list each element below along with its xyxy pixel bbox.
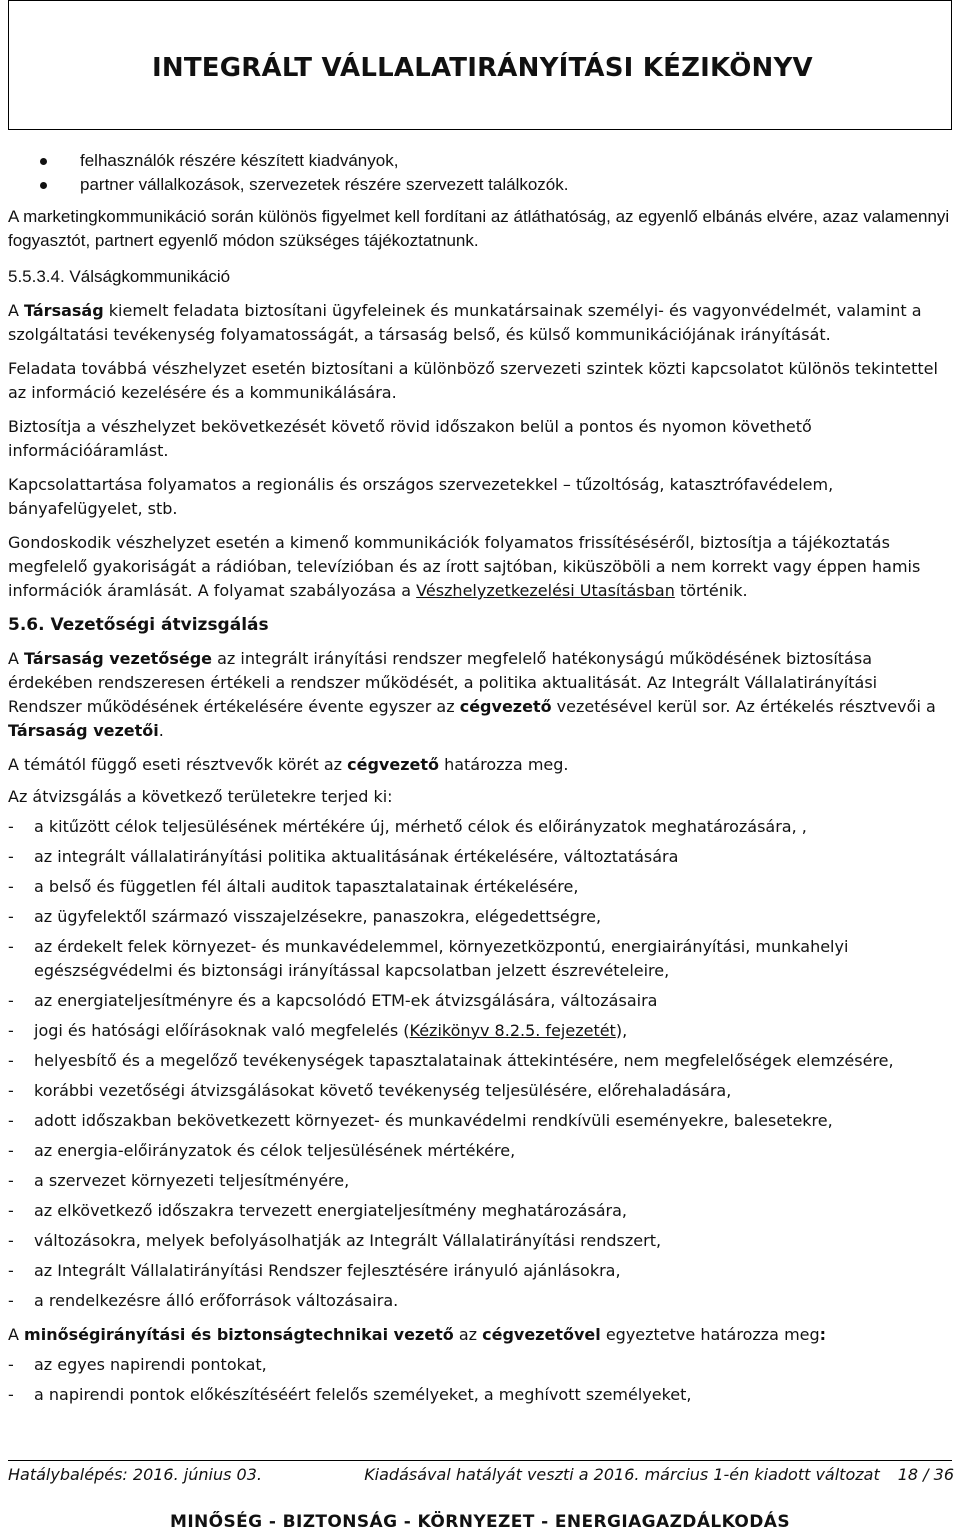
header-box [8,0,952,130]
list-item: - adott időszakban bekövetkezett környezet- és munkavédelmi rendkívüli eseményekre, balesetekre, [8,1109,954,1133]
footer-divider [8,1460,952,1461]
list-item: - az integrált vállalatirányítási politika aktualitásának értékelésére, változtatására [8,845,954,869]
paragraph: Biztosítja a vészhelyzet bekövetkezését követő rövid időszakon belül a pontos és nyomon követhető információáramlást. [8,417,812,460]
paragraph: Feladata továbbá vészhelyzet esetén biztosítani a különböző szervezeti szintek közti kapcsolatot különös tekintettel az információ kezelésére és a kommunikálására. [8,359,938,402]
list-item: - a belső és független fél általi auditok tapasztalatainak értékelésére, [8,875,954,899]
dash-list [8,1353,954,1407]
list-item: - változásokra, melyek befolyásolhatják az Integrált Vállalatirányítási rendszert, [8,1229,954,1253]
dash-list [8,815,954,1313]
list-item: - az érdekelt felek környezet- és munkavédelemmel, környezetközpontú, energiairányítási, munkahelyi egészségvédelmi és biztonsági irányítással kapcsolatban jelzett észrevételeire, [8,935,954,983]
list-item: felhasználók részére készített kiadványok, [8,149,954,173]
paragraph: A minőségirányítási és biztonságtechnikai vezető az cégvezetővel egyeztetve határozza meg: [8,1325,827,1344]
list-item: - az energiateljesítményre és a kapcsolódó ETM-ek átvizsgálására, változásaira [8,989,954,1013]
list-item: - a szervezet környezeti teljesítményére, [8,1169,954,1193]
paragraph: A Társaság vezetősége az integrált irányítási rendszer megfelelő hatékonyságú működésének biztosítása érdekében rendszeresen értékeli a rendszer működését, a politika aktualitását. Az Integrált Vállalatirányítási Rendszer működésének értékelésére évente egyszer az cégvezető vezetésével kerül sor. Az értékelés résztvevői a Társaság vezetői. [8,649,936,740]
list-item: - a rendelkezésre álló erőforrások változásaira. [8,1289,954,1313]
list-item: - jogi és hatósági előírásoknak való megfelelés (Kézikönyv 8.2.5. fejezetét), [8,1019,954,1043]
page-number: 18 / 36 [897,1465,954,1484]
list-item: - a kitűzött célok teljesülésének mértékére új, mérhető célok és előirányzatok meghatározására, , [8,815,954,839]
document-body [8,149,954,1407]
list-item: - a napirendi pontok előkészítéséért felelős személyeket, a meghívott személyeket, [8,1383,954,1407]
utasitas-link[interactable]: Vészhelyzetkezelési Utasításban [416,581,675,600]
list-item: - az elkövetkező időszakra tervezett energiateljesítmény meghatározására, [8,1199,954,1223]
paragraph: Az átvizsgálás a következő területekre terjed ki: [8,787,393,806]
list-item: - az energia-előirányzatok és célok teljesülésének mértékére, [8,1139,954,1163]
paragraph: A Társaság kiemelt feladata biztosítani ügyfeleinek és munkatársainak személyi- és vagyonvédelmét, valamint a szolgáltatási tevékenység folyamatosságát, a társaság belső, és külső kommunikációjának irányítását. [8,301,922,344]
list-item: - az ügyfelektől származó visszajelzésekre, panaszokra, elégedettségre, [8,905,954,929]
list-item: - helyesbítő és a megelőző tevékenységek tapasztalatainak áttekintésére, nem megfelelőségek elemzésére, [8,1049,954,1073]
footer-revision: Kiadásával hatályát veszti a 2016. március 1-én kiadott változat 18 / 36 [364,1465,954,1484]
list-item: - korábbi vezetőségi átvizsgálásokat követő tevékenység teljesülésére, előrehaladására, [8,1079,954,1103]
document-title: INTEGRÁLT VÁLLALATIRÁNYÍTÁSI KÉZIKÖNYV [152,53,813,83]
bullet-list [8,149,954,197]
section-heading-56: 5.6. Vezetőségi átvizsgálás [8,615,269,635]
paragraph: Gondoskodik vészhelyzet esetén a kimenő kommunikációk folyamatos frissítéséséről, biztosítja a tájékoztatás megfelelő gyakoriságát a rádióban, televízióban és az írott sajtóban, kiküszöböli a nem korrekt vagy éppen hamis információk áramlását. A folyamat szabályozása a Vészhelyzetkezelési Utasításban történik. [8,533,921,600]
section-heading-5534: 5.5.3.4. Válságkommunikáció [8,267,231,286]
footer-effective-date: Hatálybalépés: 2016. június 03. [8,1465,262,1484]
kezikonyv-link[interactable]: Kézikönyv 8.2.5. fejezetét [409,1021,616,1040]
footer-motto: MINŐSÉG - BIZTONSÁG - KÖRNYEZET - ENERGIAGAZDÁLKODÁS [170,1512,790,1532]
paragraph: Kapcsolattartása folyamatos a regionális és országos szervezetekkel – tűzoltóság, katasztrófavédelem, bányafelügyelet, stb. [8,475,834,518]
intro-paragraph: A marketingkommunikáció során különös figyelmet kell fordítani az átláthatóság, az egyenlő elbánás elvére, azaz valamennyi fogyasztót, partnert egyenlő módon szükséges tájékoztatnunk. [8,207,950,250]
list-item: partner vállalkozások, szervezetek részére szervezett találkozók. [8,173,954,197]
paragraph: A témától függő eseti résztvevők körét az cégvezető határozza meg. [8,755,569,774]
list-item: - az egyes napirendi pontokat, [8,1353,954,1377]
list-item: - az Integrált Vállalatirányítási Rendszer fejlesztésére irányuló ajánlásokra, [8,1259,954,1283]
